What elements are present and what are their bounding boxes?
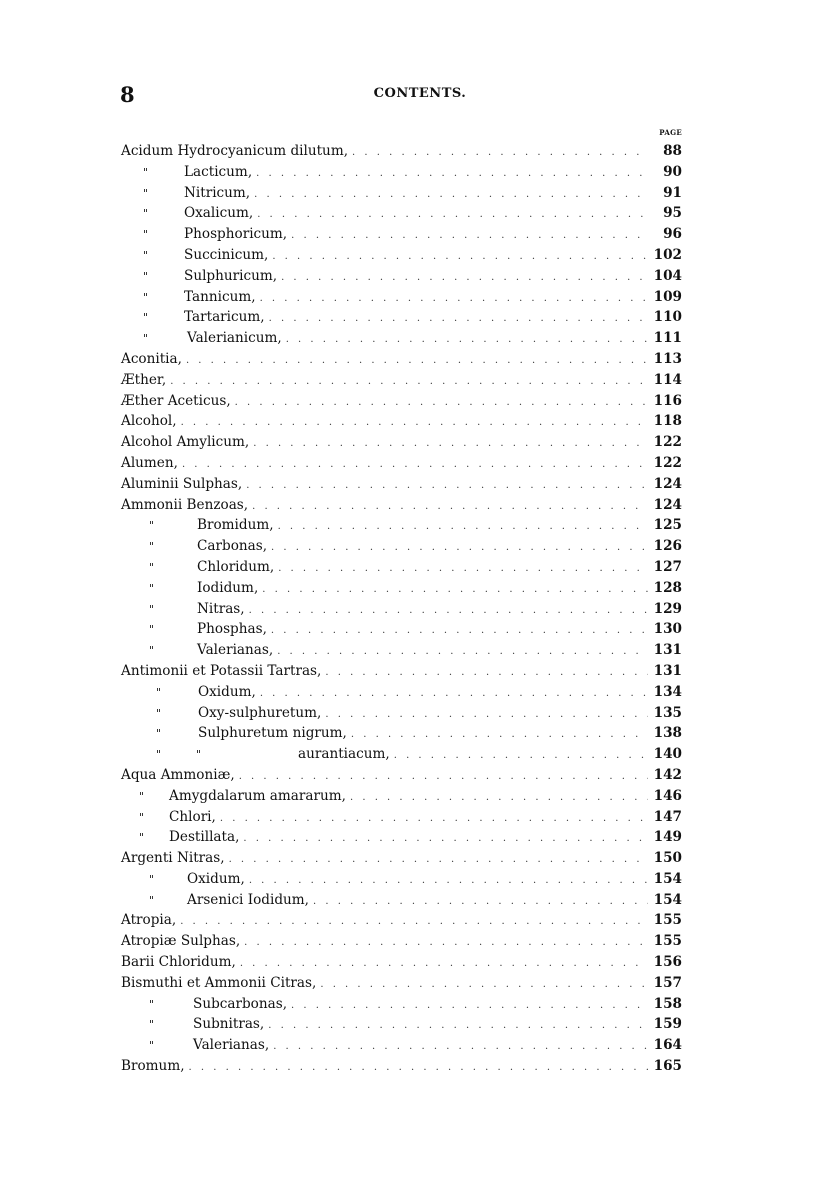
table-of-contents: [121, 141, 682, 1077]
toc-entry: [121, 557, 682, 578]
entry-page-number: 90: [663, 163, 682, 180]
entry-title: Phosphas,: [197, 621, 267, 638]
dot-leader: [350, 788, 648, 809]
ditto-mark: ": [143, 332, 149, 346]
entry-title: Æther,: [121, 371, 167, 388]
ditto-mark: ": [143, 311, 149, 325]
ditto-mark: ": [149, 602, 155, 616]
toc-entry: [121, 807, 682, 828]
entry-title: Destillata,: [169, 829, 240, 846]
dot-leader: [249, 871, 648, 892]
entry-title: Æther Aceticus,: [121, 392, 231, 409]
toc-entry: [121, 1014, 682, 1035]
dot-leader: [256, 164, 648, 185]
dot-leader: [181, 413, 648, 434]
toc-entry: [121, 1035, 682, 1056]
toc-entry: [121, 203, 682, 224]
entry-page-number: 110: [653, 309, 682, 326]
dot-leader: [351, 725, 648, 746]
ditto-mark: ": [143, 186, 149, 200]
ditto-mark: ": [156, 706, 162, 720]
toc-entry: [121, 515, 682, 536]
entry-title: Chloridum,: [197, 558, 275, 575]
toc-entry: [121, 703, 682, 724]
entry-title: Bromidum,: [197, 517, 274, 534]
toc-entry: [121, 619, 682, 640]
dot-leader: [170, 372, 648, 393]
entry-title: Lacticum,: [184, 163, 253, 180]
entry-page-number: 159: [653, 1016, 682, 1033]
dot-leader: [394, 746, 648, 767]
running-head: CONTENTS.: [373, 86, 467, 101]
entry-title: Valerianas,: [197, 642, 274, 659]
entry-title: Oxidum,: [187, 870, 245, 887]
toc-entry: [121, 786, 682, 807]
dot-leader: [320, 975, 648, 996]
entry-page-number: 154: [653, 870, 682, 887]
ditto-mark: ": [149, 581, 155, 595]
toc-entry: [121, 495, 682, 516]
dot-leader: [277, 642, 648, 663]
entry-page-number: 126: [653, 538, 682, 555]
toc-entry: [121, 890, 682, 911]
entry-page-number: 128: [653, 579, 682, 596]
entry-title: Succinicum,: [184, 246, 269, 263]
entry-page-number: 154: [653, 891, 682, 908]
toc-entry: [121, 952, 682, 973]
entry-title: Bromum,: [121, 1058, 185, 1075]
page-number: 8: [120, 82, 135, 107]
ditto-mark: ": [149, 540, 155, 554]
entry-title: Phosphoricum,: [184, 226, 288, 243]
entry-page-number: 118: [653, 413, 682, 430]
ditto-mark: ": [143, 207, 149, 221]
entry-page-number: 135: [653, 704, 682, 721]
entry-page-number: 131: [653, 662, 682, 679]
entry-page-number: 131: [653, 642, 682, 659]
ditto-mark: ": [149, 872, 155, 886]
entry-title: Amygdalarum amararum,: [169, 787, 346, 804]
toc-entry: [121, 474, 682, 495]
entry-page-number: 134: [653, 683, 682, 700]
dot-leader: [291, 996, 648, 1017]
toc-entry: [121, 349, 682, 370]
entry-page-number: 165: [653, 1058, 682, 1075]
entry-page-number: 155: [653, 933, 682, 950]
entry-page-number: 116: [653, 392, 682, 409]
dot-leader: [291, 226, 648, 247]
ditto-mark: ": [139, 789, 145, 803]
entry-page-number: 124: [653, 496, 682, 513]
toc-entry: [121, 141, 682, 162]
dot-leader: [244, 933, 648, 954]
toc-entry: [121, 994, 682, 1015]
dot-leader: [257, 205, 648, 226]
dot-leader: [240, 954, 648, 975]
toc-entry: [121, 162, 682, 183]
toc-entry: [121, 599, 682, 620]
toc-entry: [121, 973, 682, 994]
ditto-mark: ": [143, 290, 149, 304]
entry-title: Atropiæ Sulphas,: [121, 933, 241, 950]
entry-title: Tartaricum,: [184, 309, 265, 326]
entry-page-number: 147: [653, 808, 682, 825]
entry-page-number: 102: [653, 246, 682, 263]
dot-leader: [252, 497, 648, 518]
toc-entry: [121, 453, 682, 474]
dot-leader: [269, 309, 648, 330]
entry-title: Alcohol,: [121, 413, 177, 430]
entry-title: Subcarbonas,: [193, 995, 288, 1012]
toc-entry: [121, 640, 682, 661]
dot-leader: [260, 684, 648, 705]
entry-title: Aluminii Sulphas,: [121, 475, 243, 492]
dot-leader: [352, 143, 648, 164]
dot-leader: [271, 538, 648, 559]
toc-entry: [121, 432, 682, 453]
entry-page-number: 138: [653, 725, 682, 742]
toc-entry: [121, 1056, 682, 1077]
entry-page-number: 111: [653, 330, 682, 347]
dot-leader: [189, 1058, 648, 1079]
ditto-mark: " ": [156, 748, 202, 762]
dot-leader: [249, 601, 648, 622]
entry-title: Subnitras,: [193, 1016, 265, 1033]
ditto-mark: ": [149, 644, 155, 658]
toc-entry: [121, 328, 682, 349]
toc-entry: [121, 266, 682, 287]
entry-title: Valerianas,: [193, 1037, 270, 1054]
dot-leader: [220, 809, 648, 830]
dot-leader: [325, 705, 648, 726]
dot-leader: [260, 289, 648, 310]
entry-title: Iodidum,: [197, 579, 259, 596]
entry-page-number: 157: [653, 974, 682, 991]
entry-title: aurantiacum,: [298, 746, 390, 763]
entry-page-number: 129: [653, 600, 682, 617]
dot-leader: [229, 850, 648, 871]
toc-entry: [121, 307, 682, 328]
ditto-mark: ": [139, 831, 145, 845]
entry-page-number: 142: [653, 766, 682, 783]
dot-leader: [262, 580, 648, 601]
entry-page-number: 158: [653, 995, 682, 1012]
entry-page-number: 104: [653, 267, 682, 284]
entry-title: Antimonii et Potassii Tartras,: [121, 662, 322, 679]
dot-leader: [313, 892, 648, 913]
entry-title: Oxidum,: [198, 683, 256, 700]
dot-leader: [272, 247, 648, 268]
ditto-mark: ": [149, 1039, 155, 1053]
dot-leader: [273, 1037, 648, 1058]
entry-title: Atropia,: [121, 912, 177, 929]
toc-entry: [121, 287, 682, 308]
toc-entry: [121, 183, 682, 204]
entry-title: Carbonas,: [197, 538, 268, 555]
dot-leader: [246, 476, 648, 497]
ditto-mark: ": [149, 519, 155, 533]
ditto-mark: ": [149, 1018, 155, 1032]
entry-title: Sulphuretum nigrum,: [198, 725, 347, 742]
ditto-mark: ": [143, 269, 149, 283]
ditto-mark: ": [149, 623, 155, 637]
toc-entry: [121, 744, 682, 765]
toc-entry: [121, 578, 682, 599]
ditto-mark: ": [143, 165, 149, 179]
entry-title: Nitras,: [197, 600, 245, 617]
entry-page-number: 124: [653, 475, 682, 492]
dot-leader: [325, 663, 648, 684]
entry-title: Ammonii Benzoas,: [121, 496, 249, 513]
dot-leader: [286, 330, 648, 351]
entry-page-number: 96: [663, 226, 682, 243]
dot-leader: [186, 351, 648, 372]
entry-page-number: 91: [663, 184, 682, 201]
dot-leader: [278, 517, 648, 538]
entry-title: Aqua Ammoniæ,: [121, 766, 235, 783]
toc-entry: [121, 723, 682, 744]
ditto-mark: ": [149, 997, 155, 1011]
toc-entry: [121, 910, 682, 931]
toc-entry: [121, 827, 682, 848]
ditto-mark: ": [139, 810, 145, 824]
dot-leader: [253, 434, 648, 455]
dot-leader: [254, 185, 648, 206]
entry-page-number: 146: [653, 787, 682, 804]
toc-entry: [121, 245, 682, 266]
entry-title: Alcohol Amylicum,: [121, 434, 250, 451]
entry-title: Oxalicum,: [184, 205, 254, 222]
entry-title: Alumen,: [121, 454, 178, 471]
entry-page-number: 109: [653, 288, 682, 305]
toc-entry: [121, 848, 682, 869]
entry-title: Aconitia,: [121, 350, 182, 367]
entry-title: Tannicum,: [184, 288, 256, 305]
entry-page-number: 88: [663, 143, 682, 159]
dot-leader: [239, 767, 648, 788]
entry-page-number: 122: [653, 454, 682, 471]
toc-entry: [121, 370, 682, 391]
page-column-label: PAGE: [659, 128, 682, 137]
entry-page-number: 130: [653, 621, 682, 638]
dot-leader: [268, 1016, 648, 1037]
toc-entry: [121, 661, 682, 682]
entry-title: Chlori,: [169, 808, 216, 825]
dot-leader: [243, 829, 648, 850]
ditto-mark: ": [143, 248, 149, 262]
entry-title: Argenti Nitras,: [121, 850, 225, 867]
entry-page-number: 127: [653, 558, 682, 575]
entry-title: Sulphuricum,: [184, 267, 278, 284]
entry-page-number: 125: [653, 517, 682, 534]
dot-leader: [278, 559, 648, 580]
entry-title: Oxy-sulphuretum,: [198, 704, 322, 721]
entry-title: Nitricum,: [184, 184, 251, 201]
entry-page-number: 155: [653, 912, 682, 929]
entry-page-number: 164: [653, 1037, 682, 1054]
toc-entry: [121, 224, 682, 245]
entry-page-number: 149: [653, 829, 682, 846]
toc-entry: [121, 536, 682, 557]
entry-title: Valerianicum,: [187, 330, 282, 347]
entry-title: Arsenici Iodidum,: [187, 891, 309, 908]
toc-entry: [121, 765, 682, 786]
ditto-mark: ": [156, 727, 162, 741]
ditto-mark: ": [149, 893, 155, 907]
toc-entry: [121, 391, 682, 412]
ditto-mark: ": [149, 560, 155, 574]
dot-leader: [281, 268, 648, 289]
toc-entry: [121, 869, 682, 890]
entry-title: Acidum Hydrocyanicum dilutum,: [121, 143, 349, 159]
toc-entry: [121, 411, 682, 432]
entry-page-number: 140: [653, 746, 682, 763]
dot-leader: [235, 393, 648, 414]
dot-leader: [180, 912, 648, 933]
entry-title: Barii Chloridum,: [121, 954, 236, 971]
entry-title: Bismuthi et Ammonii Citras,: [121, 974, 317, 991]
entry-page-number: 114: [653, 371, 682, 388]
entry-page-number: 150: [653, 850, 682, 867]
toc-entry: [121, 682, 682, 703]
toc-entry: [121, 931, 682, 952]
entry-page-number: 156: [653, 954, 682, 971]
ditto-mark: ": [156, 685, 162, 699]
dot-leader: [182, 455, 648, 476]
entry-page-number: 113: [653, 350, 682, 367]
dot-leader: [271, 621, 648, 642]
entry-page-number: 122: [653, 434, 682, 451]
ditto-mark: ": [143, 228, 149, 242]
entry-page-number: 95: [663, 205, 682, 222]
